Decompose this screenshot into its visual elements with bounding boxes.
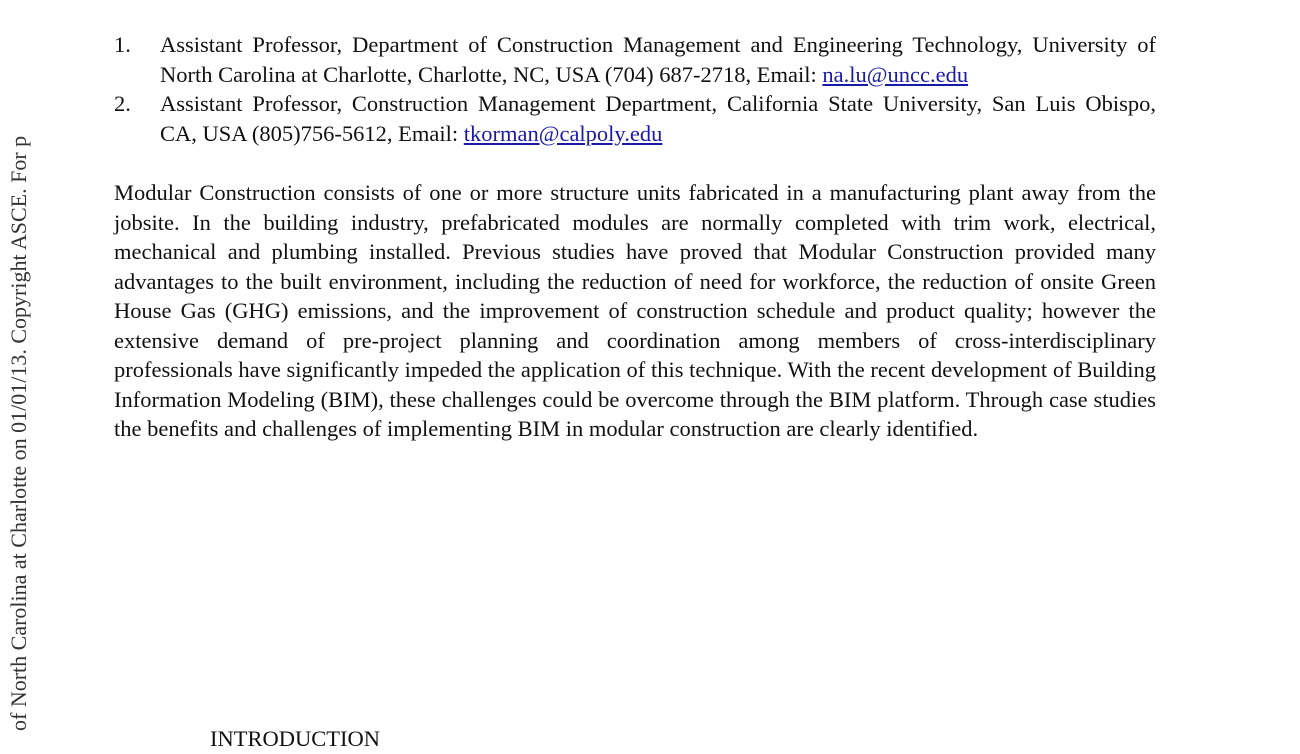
page-content <box>114 30 1156 444</box>
affiliation-item-1 <box>114 30 1156 89</box>
copyright-sidebar-text: of North Carolina at Charlotte on 01/01/13. Copyright ASCE. For p <box>6 135 31 731</box>
affiliation-number: 2. <box>114 91 131 116</box>
cut-off-text-line <box>114 716 1156 751</box>
affiliation-body: Assistant Professor, Department of Construction Management and Engineering Technology, University of North Carolina at Charlotte, Charlotte, NC, USA (704) 687-2718, Email: <box>160 32 1156 87</box>
copyright-sidebar <box>0 0 40 731</box>
abstract-paragraph: Modular Construction consists of one or more structure units fabricated in a manufacturing plant away from the jobsite. In the building industry, prefabricated modules are normally completed with trim work, electrical, mechanical and plumbing installed. Previous studies have proved that Modular Construction provided many advantages to the built environment, including the reduction of need for workforce, the reduction of onsite Green House Gas (GHG) emissions, and the improvement of construction schedule and product quality; however the extensive demand of pre-project planning and coordination among members of cross-interdisciplinary professionals have significantly impeded the application of this technique. With the recent development of Building Information Modeling (BIM), these challenges could be overcome through the BIM platform. Through case studies the benefits and challenges of implementing BIM in modular construction are clearly identified. <box>114 180 1156 441</box>
affiliation-text <box>160 30 1156 89</box>
affiliation-list <box>114 30 1156 148</box>
email-link-1[interactable]: na.lu@uncc.edu <box>822 61 969 87</box>
email-link-2[interactable]: tkorman@calpoly.edu <box>463 120 663 146</box>
affiliation-item-2 <box>114 89 1156 148</box>
affiliation-body: Assistant Professor, Construction Management Department, California State University, San Luis Obispo, CA, USA (805)756-5612, Email: <box>160 91 1156 146</box>
cut-off-text: INTRODUCTION <box>210 726 380 751</box>
affiliation-number: 1. <box>114 32 131 57</box>
affiliation-text <box>160 89 1156 148</box>
